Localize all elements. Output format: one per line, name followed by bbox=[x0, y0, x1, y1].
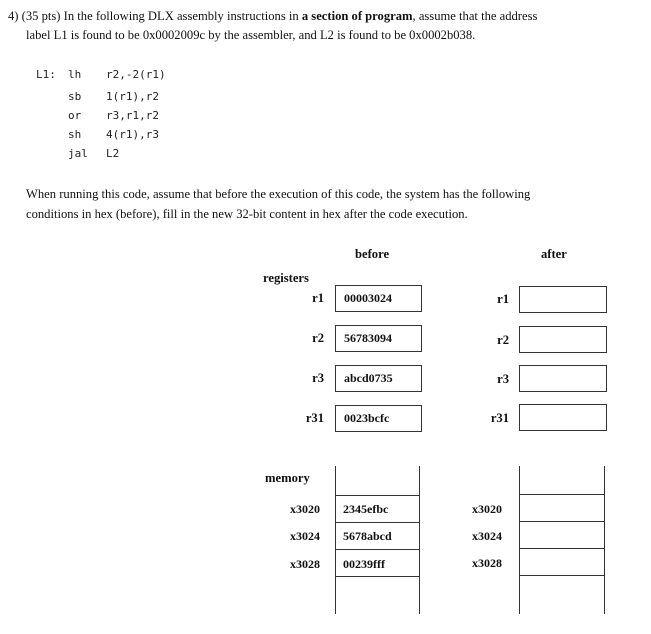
register-before-value: 0023bcfc bbox=[335, 405, 422, 432]
code-args: 4(r1),r3 bbox=[106, 128, 159, 141]
memory-address-before: x3024 bbox=[290, 529, 320, 543]
code-args: r2,-2(r1) bbox=[106, 68, 166, 81]
memory-address-after: x3028 bbox=[472, 556, 502, 570]
memory-before-value: 2345efbc bbox=[343, 502, 389, 516]
memory-before-value: 00239fff bbox=[343, 557, 385, 571]
register-before-value: 56783094 bbox=[335, 325, 422, 352]
memory-address-after: x3024 bbox=[472, 529, 502, 543]
code-line-3 bbox=[0, 109, 300, 125]
code-line-2 bbox=[0, 90, 300, 106]
code-op: sh bbox=[68, 128, 82, 141]
question-line-2: label L1 is found to be 0x0002009c by the assembler, and L2 is found to be 0x0002b038. bbox=[26, 28, 476, 42]
memory-address-before: x3020 bbox=[290, 502, 320, 516]
register-before-value: 00003024 bbox=[335, 285, 422, 312]
paragraph-line-1: When running this code, assume that before the execution of this code, the system has the following bbox=[26, 187, 531, 201]
memory-header: memory bbox=[265, 471, 310, 485]
register-name-after: r1 bbox=[497, 292, 509, 306]
registers-header: registers bbox=[263, 271, 309, 285]
question-text-a: In the following DLX assembly instructions in bbox=[63, 9, 299, 23]
question-bold: a section of program bbox=[301, 9, 413, 23]
after-header: after bbox=[541, 247, 567, 261]
before-header: before bbox=[355, 247, 390, 261]
code-op: or bbox=[68, 109, 82, 122]
register-name-before: r31 bbox=[305, 411, 324, 425]
memory-address-after: x3020 bbox=[472, 502, 502, 516]
question-text bbox=[8, 7, 638, 45]
memory-address-before: x3028 bbox=[290, 557, 320, 571]
code-block bbox=[0, 66, 300, 166]
code-label: L1: bbox=[36, 68, 56, 81]
register-after-field[interactable] bbox=[519, 404, 607, 431]
register-after-field[interactable] bbox=[519, 326, 607, 353]
code-line-5 bbox=[0, 147, 300, 163]
register-name-before: r1 bbox=[312, 291, 324, 305]
question-number: 4) bbox=[8, 9, 19, 23]
register-name-after: r3 bbox=[497, 372, 509, 386]
register-before-value: abcd0735 bbox=[335, 365, 422, 392]
paragraph-line-2: conditions in hex (before), fill in the new 32-bit content in hex after the code execution. bbox=[26, 207, 468, 221]
register-after-field[interactable] bbox=[519, 365, 607, 392]
code-line-1 bbox=[0, 68, 300, 84]
register-name-before: r2 bbox=[312, 331, 324, 345]
question-line-1 bbox=[8, 7, 638, 26]
instructions-paragraph bbox=[26, 184, 626, 224]
question-text-b: , assume that the address bbox=[412, 9, 538, 23]
question-points: (35 pts) bbox=[21, 9, 61, 23]
register-name-after: r31 bbox=[490, 411, 509, 425]
code-args: L2 bbox=[106, 147, 120, 160]
register-name-before: r3 bbox=[312, 371, 324, 385]
code-args: r3,r1,r2 bbox=[106, 109, 159, 122]
register-name-after: r2 bbox=[497, 333, 509, 347]
register-after-field[interactable] bbox=[519, 286, 607, 313]
code-op: lh bbox=[68, 68, 82, 81]
code-op: sb bbox=[68, 90, 82, 103]
memory-before-value: 5678abcd bbox=[343, 529, 392, 543]
code-args: 1(r1),r2 bbox=[106, 90, 159, 103]
code-line-4 bbox=[0, 128, 300, 144]
code-op: jal bbox=[68, 147, 88, 160]
